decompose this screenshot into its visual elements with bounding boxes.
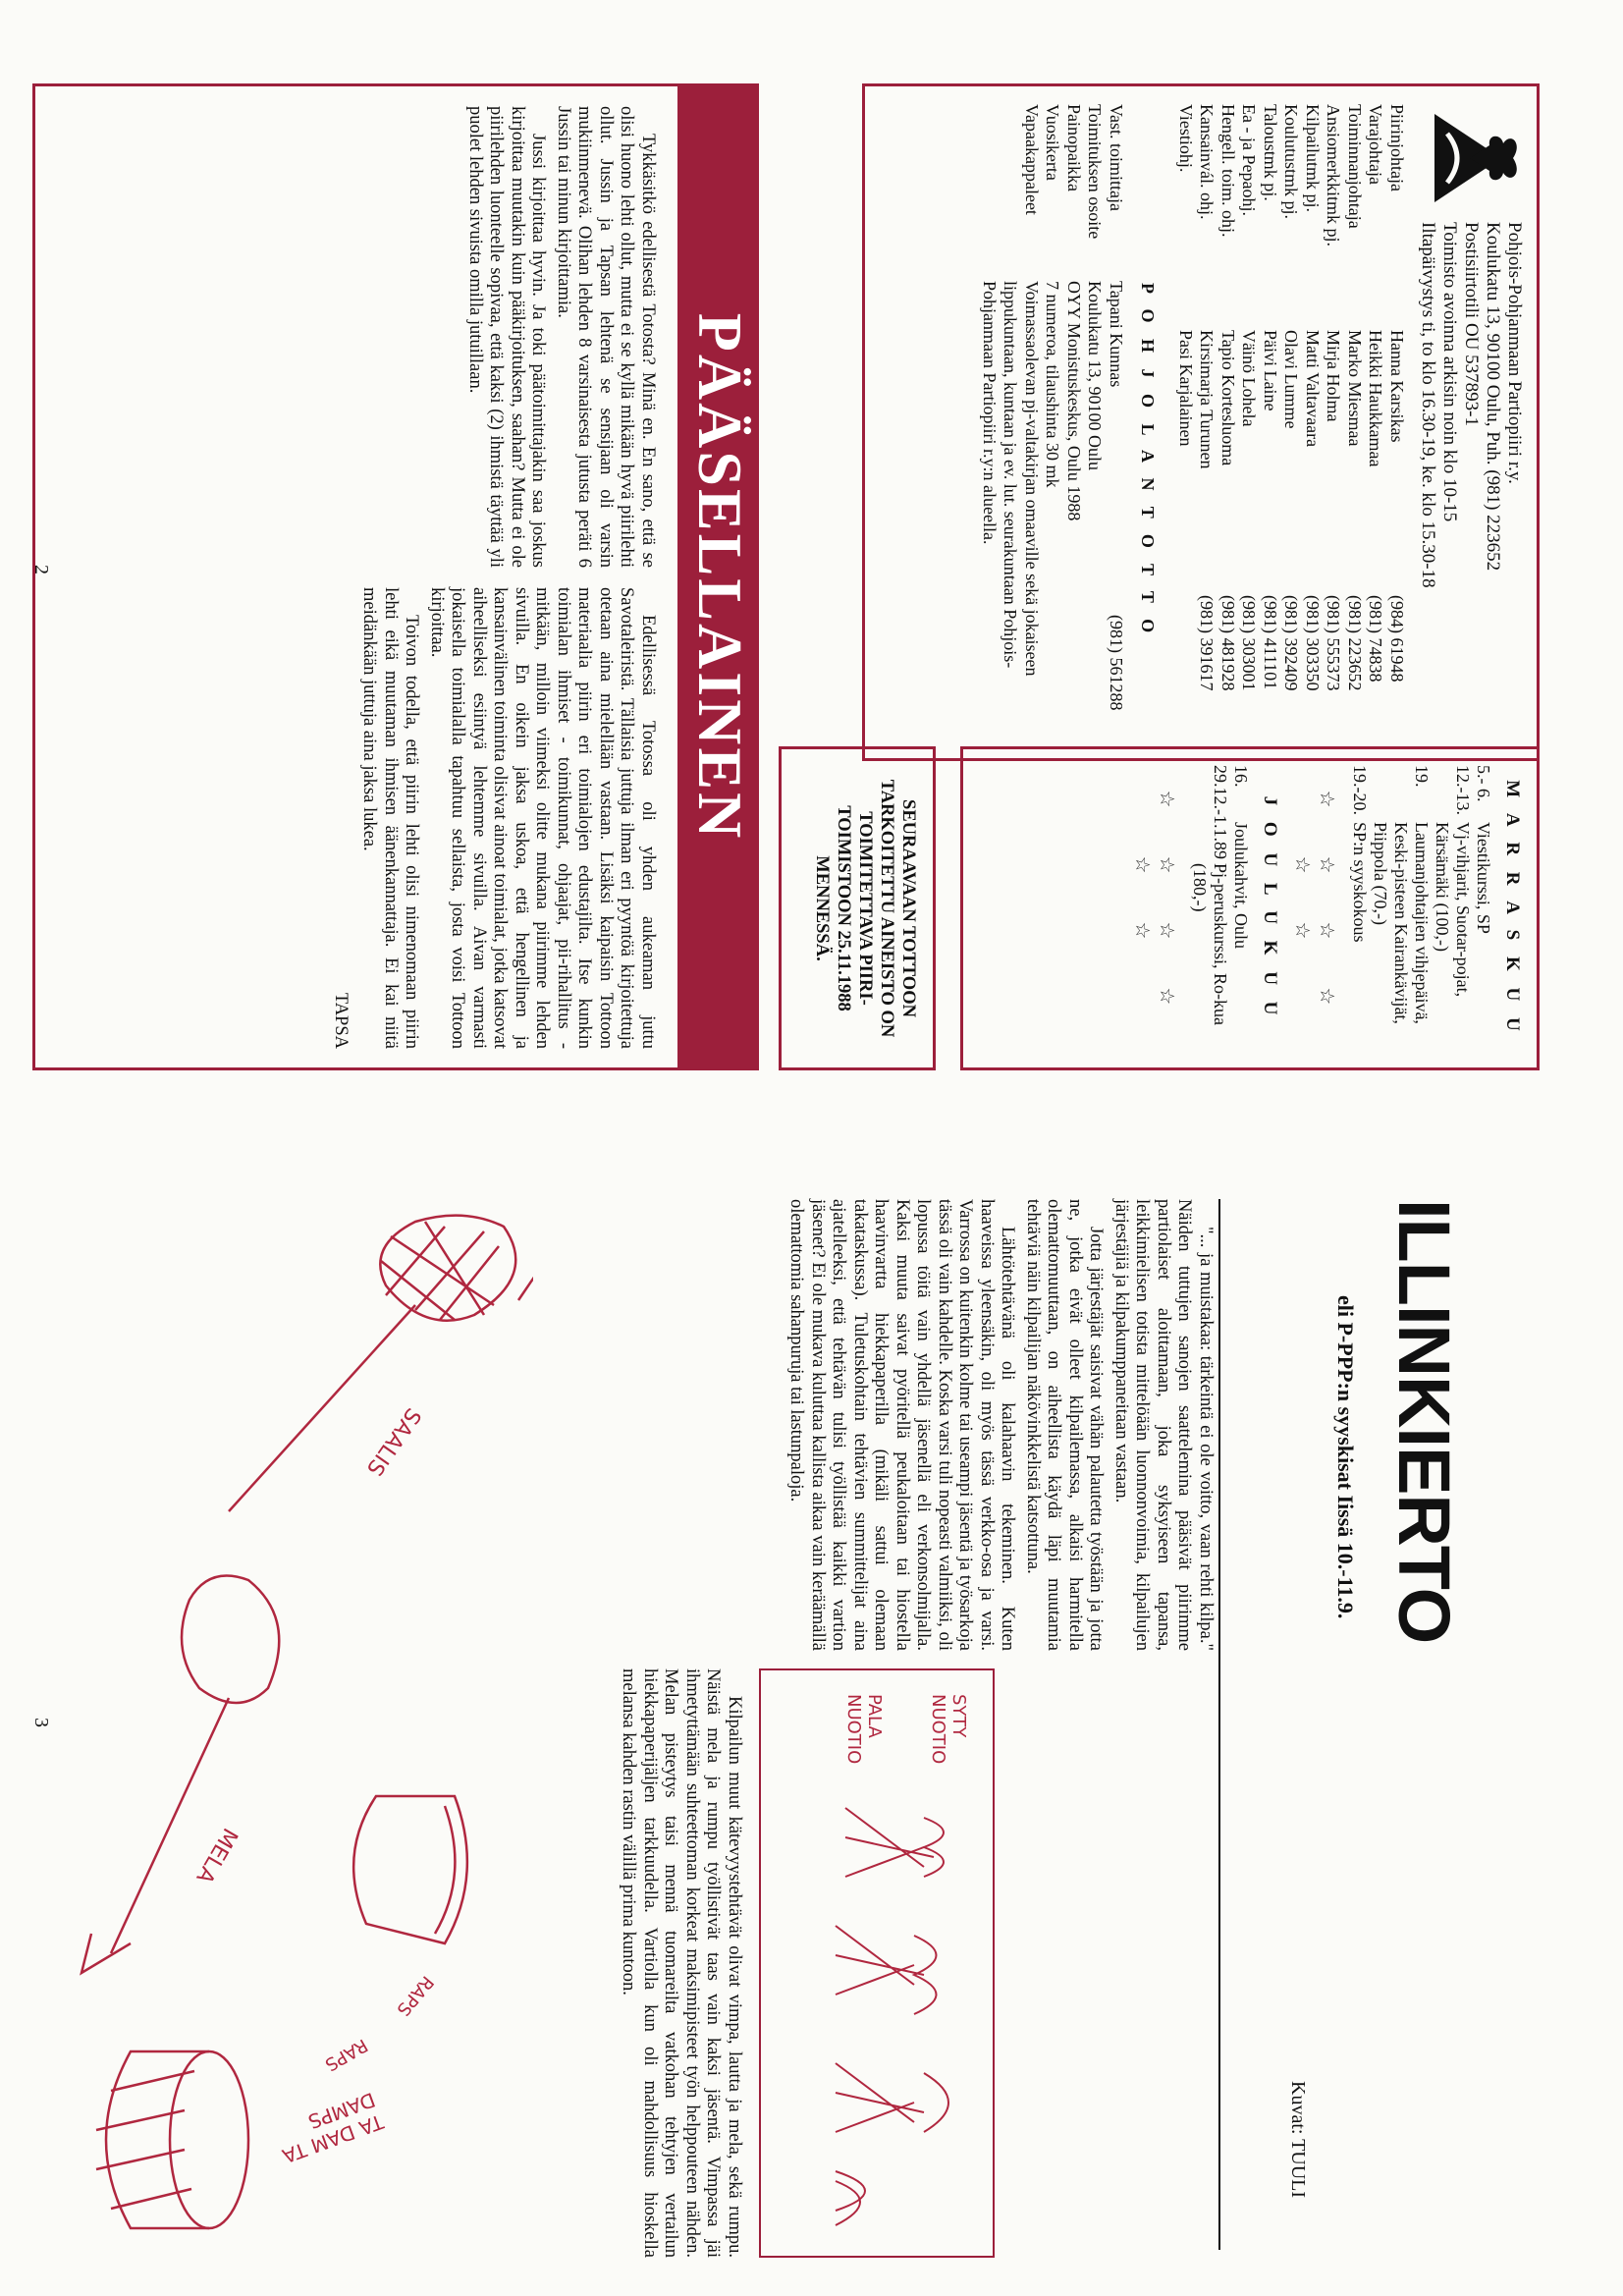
page-number: 2 bbox=[30, 565, 52, 574]
official-row: Ea - ja Pepaohj. Väinö Lohela (981) 303001 bbox=[1239, 104, 1260, 691]
deadline-notice: SEURAAVAAN TOTTOON TARKOITETTU AINEISTO ON TOIMITETTAVA PIIRI-TOIMISTOON 25.11.1988 MENNESSÄ. bbox=[812, 779, 918, 1038]
official-row: Ansiomerkkitmk pj. Mirja Holma (981) 555373 bbox=[1324, 104, 1344, 691]
sketch-label: SYTY NUOTIO bbox=[928, 1694, 969, 1765]
org-line: Toimisto avoinna arkisin noin klo 10-15 bbox=[1439, 222, 1460, 522]
article-subtitle: eli P-PPP:n syyskisat Iissä 10.-11.9. bbox=[1333, 1295, 1358, 1619]
stars-divider: ☆ ☆ ☆ ☆ ☆ ☆ bbox=[1291, 790, 1337, 1027]
article-paragraph: Lähtötehtävänä oli kalahaavin tekeminen. Kuten haaveissa yleensäkin, oli myös tässä verkko-osa ja varsi. Varrossa on kuitenkin kolme tai useampi jäsentä ja työsarkoja tässä oli vain kahdelle. Koska varsi tuli nopeasti valmiiksi, oli lopussa töitä vain yhdellä jäsenellä eli verkonsolmijalla. Kaksi muuta saivat pyöritellä peukaloitaan tai hiostella haavinvartta hiekkapaperilla (mikäli sattui olemaan takataskussa). Tuletuskohtain tehtävien summittelijat aina ajatelleeksi, että tehtävän tulisi työllistää kaikki vartion jäsenet? Ei ole mukava kuluttaa kallista aikaa vain keräämällä olemattomia sahanpuruja tai lastunpaloja. bbox=[786, 1199, 1018, 1651]
totto-row: Toimituksen osoite Koulukatu 13, 90100 Oulu bbox=[1085, 104, 1106, 470]
scout-emblem-icon bbox=[1428, 104, 1521, 212]
official-row: Piirinjohtaja Hanna Karsikas (984) 61948 bbox=[1387, 104, 1407, 683]
totto-row: Vast. toimittaja Tapani Kunnas (981) 561288 bbox=[1107, 104, 1126, 711]
calendar-event: 5.- 6. Viestikurssi, SP bbox=[1474, 765, 1493, 934]
official-row: Varajohtaja Heikki Haukkamaa (981) 74838 bbox=[1366, 104, 1386, 683]
article-paragraph: Kilpailun muut kätevyystehtävät olivat vimpa, lautta ja mela, sekä rumpu. Näistä mela ja rumpu työllistivät taas vain kaksi jäsentä. Vimpassa jäi ihmetyttämään suhteettoman korkeat maksimipisteet työn helppouteen nähden. Melan pisteytys taisi mennä tuomareilta vatkohan tehtyjen vertailun hiekkapaperijäljen tarkkuudella. Vartiolla kun oli mahdollisuus hioskella melansa kahden rastin välillä prima kuntoon. bbox=[619, 1668, 744, 2258]
org-line: Koulukatu 13, 90100 Oulu, Puh. (981) 223652 bbox=[1483, 222, 1503, 572]
calendar-list bbox=[1349, 765, 1493, 1052]
editorial-column-2 bbox=[330, 587, 659, 1049]
contact-box bbox=[862, 83, 1540, 761]
editorial-paragraph: Jussi kirjoittaa hyvin. Ja toki päätoimittajakin saa joskus kirjoittaa muutakin kuin pääkirjoituksen, saahan? Mutta ei ole piirilehden luonteelle sopivaa, että kaksi (2) ihmistä täyttää yli puolet lehden sivuista omilla jutuillaan. bbox=[465, 106, 549, 568]
header-rule bbox=[1218, 1199, 1220, 2250]
totto-row: Painopaikka OYY Monistuskeskus, Oulu 1988 bbox=[1064, 104, 1084, 521]
editorial-banner: PÄÄSELLAINEN bbox=[677, 86, 756, 1067]
officials-table bbox=[1175, 104, 1408, 742]
official-row: Taloustmk pj. Päivi Laine (981) 411101 bbox=[1261, 104, 1280, 690]
official-row: Kansainvál. ohj. Kirsimarja Turunen (981) 391617 bbox=[1197, 104, 1217, 691]
sketch-label: MELA bbox=[190, 1823, 243, 1887]
totto-row: Vapaakappaleet Voimassaolevan pj-valtakirjan omaaville sekä jokaiseen lippukuntaan, kuntaan ja ev. lut. seurakuntaan Pohjois-Pohjanmaan Partiopiiri r.y:n alueella. bbox=[980, 104, 1042, 677]
campfire-sketch-icon bbox=[767, 1778, 983, 2250]
month-heading: J O U L U K U U bbox=[1260, 795, 1280, 1021]
totto-table bbox=[979, 104, 1127, 742]
sketch-label: RAPS bbox=[392, 1971, 438, 2020]
official-row: Viestiohj. Pasi Karjalainen bbox=[1176, 104, 1196, 447]
sketch-label: RAPS bbox=[321, 2034, 371, 2075]
org-line: Iltapäivystys ti, to klo 16.30-19, ke. klo 15.30-18 bbox=[1418, 222, 1438, 588]
calendar-box bbox=[960, 746, 1540, 1070]
right-page bbox=[0, 1148, 1623, 2296]
article-paragraph: Jotta järjestäjät saisivat vähän palautetta työstään ja jotta ne, jotka eivät olleet kilpailemassa, alkaisi harmitella olemattomuuttaan, on aiheellista käydä läpi muutamia tehtäviä näin kilpailijan näkövinkkelistä katsottuna. bbox=[1023, 1199, 1107, 1651]
editorial-box bbox=[32, 83, 759, 1070]
org-line: Pohjois-Pohjanmaan Partiopiiri r.y. bbox=[1504, 222, 1525, 484]
editorial-paragraph: Tykkäsitkö edellisestä Totosta? Minä en. En sano, että se olisi huono lehti ollut, mutta ei se kyllä mikään hyvä piirilehti ollut. Jussin ja Tapsan lehtenä se sensijaan oli varsin mukiinmenevä. Olihan lehden 8 varsinaisesta jutusta peräti 6 Jussin tai minun kirjoittamia. bbox=[554, 106, 658, 568]
deadline-box bbox=[779, 746, 936, 1070]
stars-divider: ☆ ☆ ☆ ☆ ☆ ☆ bbox=[1131, 790, 1177, 1027]
calendar-event: 16. Joulukahvit, Oulu bbox=[1231, 765, 1251, 949]
photo-credit: Kuvat: TUULI bbox=[1287, 2081, 1309, 2199]
paddle-sketch-icon bbox=[32, 1560, 307, 1993]
official-row: Kilpailutmk pj. Matti Valtavaara (981) 303350 bbox=[1303, 104, 1323, 691]
sketch-label: SAALIS bbox=[360, 1402, 426, 1480]
official-row: Hengell. toim. ohj. Tapio Kortesluoma (981) 481928 bbox=[1218, 104, 1238, 691]
sketch-label: TA DAM TA DAMPS bbox=[279, 2087, 387, 2168]
sketch-label: PALA NUOTIO bbox=[843, 1694, 885, 1765]
fishing-net-sketch-icon bbox=[160, 1187, 533, 1521]
article-column-2 bbox=[614, 1668, 744, 2258]
org-address bbox=[1417, 222, 1525, 588]
totto-title: P O H J O L A N T O T T O bbox=[1138, 283, 1158, 639]
page-number: 3 bbox=[30, 1718, 52, 1727]
editorial-paragraph: Toivon todella, että piirin lehti olisi nimenomaan piirin lehti eikä muutaman ihmisen äänenkannattaja. Ei kai niitä meidänkään juttuja aina jaksa lukea. bbox=[359, 587, 422, 1049]
calendar-event: 19.-20. SP:n syyskokous bbox=[1350, 765, 1370, 943]
article-title: ILLINKIERTO bbox=[1383, 1199, 1465, 1644]
article-paragraph: "... ja muistakaa: tärkeintä ei ole voitto, vaan rehti kilpa." Näiden tuttujen sanojen saattelemina pääsivät piirimme partiolaiset aloittamaan, joka syksyiseen tapansa, leikkimielisen totista mittelöään luonnonvoimia, kilpailujen järjestäjiä ja kilpakumppaneitaan vastaan. bbox=[1111, 1199, 1216, 1651]
illustration-fires bbox=[759, 1668, 995, 2258]
calendar-event: 29.12.-1.1.89 Pj-peruskurssi, Ro-kua (180,-) bbox=[1190, 765, 1230, 1025]
org-line: Postisiirtotili OU 537893-1 bbox=[1461, 222, 1482, 426]
official-row: Toiminnanjohtaja Marko Miesmaa (981) 223652 bbox=[1345, 104, 1365, 691]
calendar-event: 19. Laumanjohtajien vihjepäivä, Keski-pisteen Kairankävijät, Piippola (70,-) bbox=[1371, 765, 1432, 1024]
editorial-column-1 bbox=[460, 106, 659, 568]
block-sketch-icon bbox=[327, 1777, 484, 1973]
totto-row: Vuosikerta 7 numeroa, tilaushinta 30 mk bbox=[1043, 104, 1063, 488]
month-heading: M A R R A S K U U bbox=[1502, 780, 1523, 1037]
editorial-paragraph: Edellisessä Totossa oli yhden aukeaman juttu Savotaleiristä. Tällaisia juttuja ilman eri pyyntöä kirjoitettuja otetaan aina mielellään vastaan. Lisäksi kaipaisin Tottoon materiaalia piirin eri toimialojen edustajilta. Itse kunkin toimialan ihmiset - toimikunnat, ohjaajat, pii-rihallitus - mitkään, milloin viimeksi olitte mukana piirimme lehden sivuilla. En oikein jaksa uskoa, että hengellinen ja kansainvälinen toiminta olisivat ainoat toimialat, jotka katsovat aiheelliseksi esiintyä lehtemme sivuilla. Aivan varmasti jokaisella toimialalla tapahtuu sellaista, josta voisi Tottoon kirjoittaa. bbox=[427, 587, 658, 1049]
signature: TAPSA bbox=[331, 992, 351, 1049]
drum-sketch-icon bbox=[62, 2032, 278, 2248]
article-column-1 bbox=[782, 1199, 1216, 1651]
official-row: Koulutustmk pj. Olavi Lumme (981) 392409 bbox=[1281, 104, 1302, 691]
calendar-event: 12.-13. Vj-vihjarit, Suotar-pojat, Kärsämäki (100,-) bbox=[1433, 765, 1473, 998]
calendar-list bbox=[1189, 765, 1251, 1052]
